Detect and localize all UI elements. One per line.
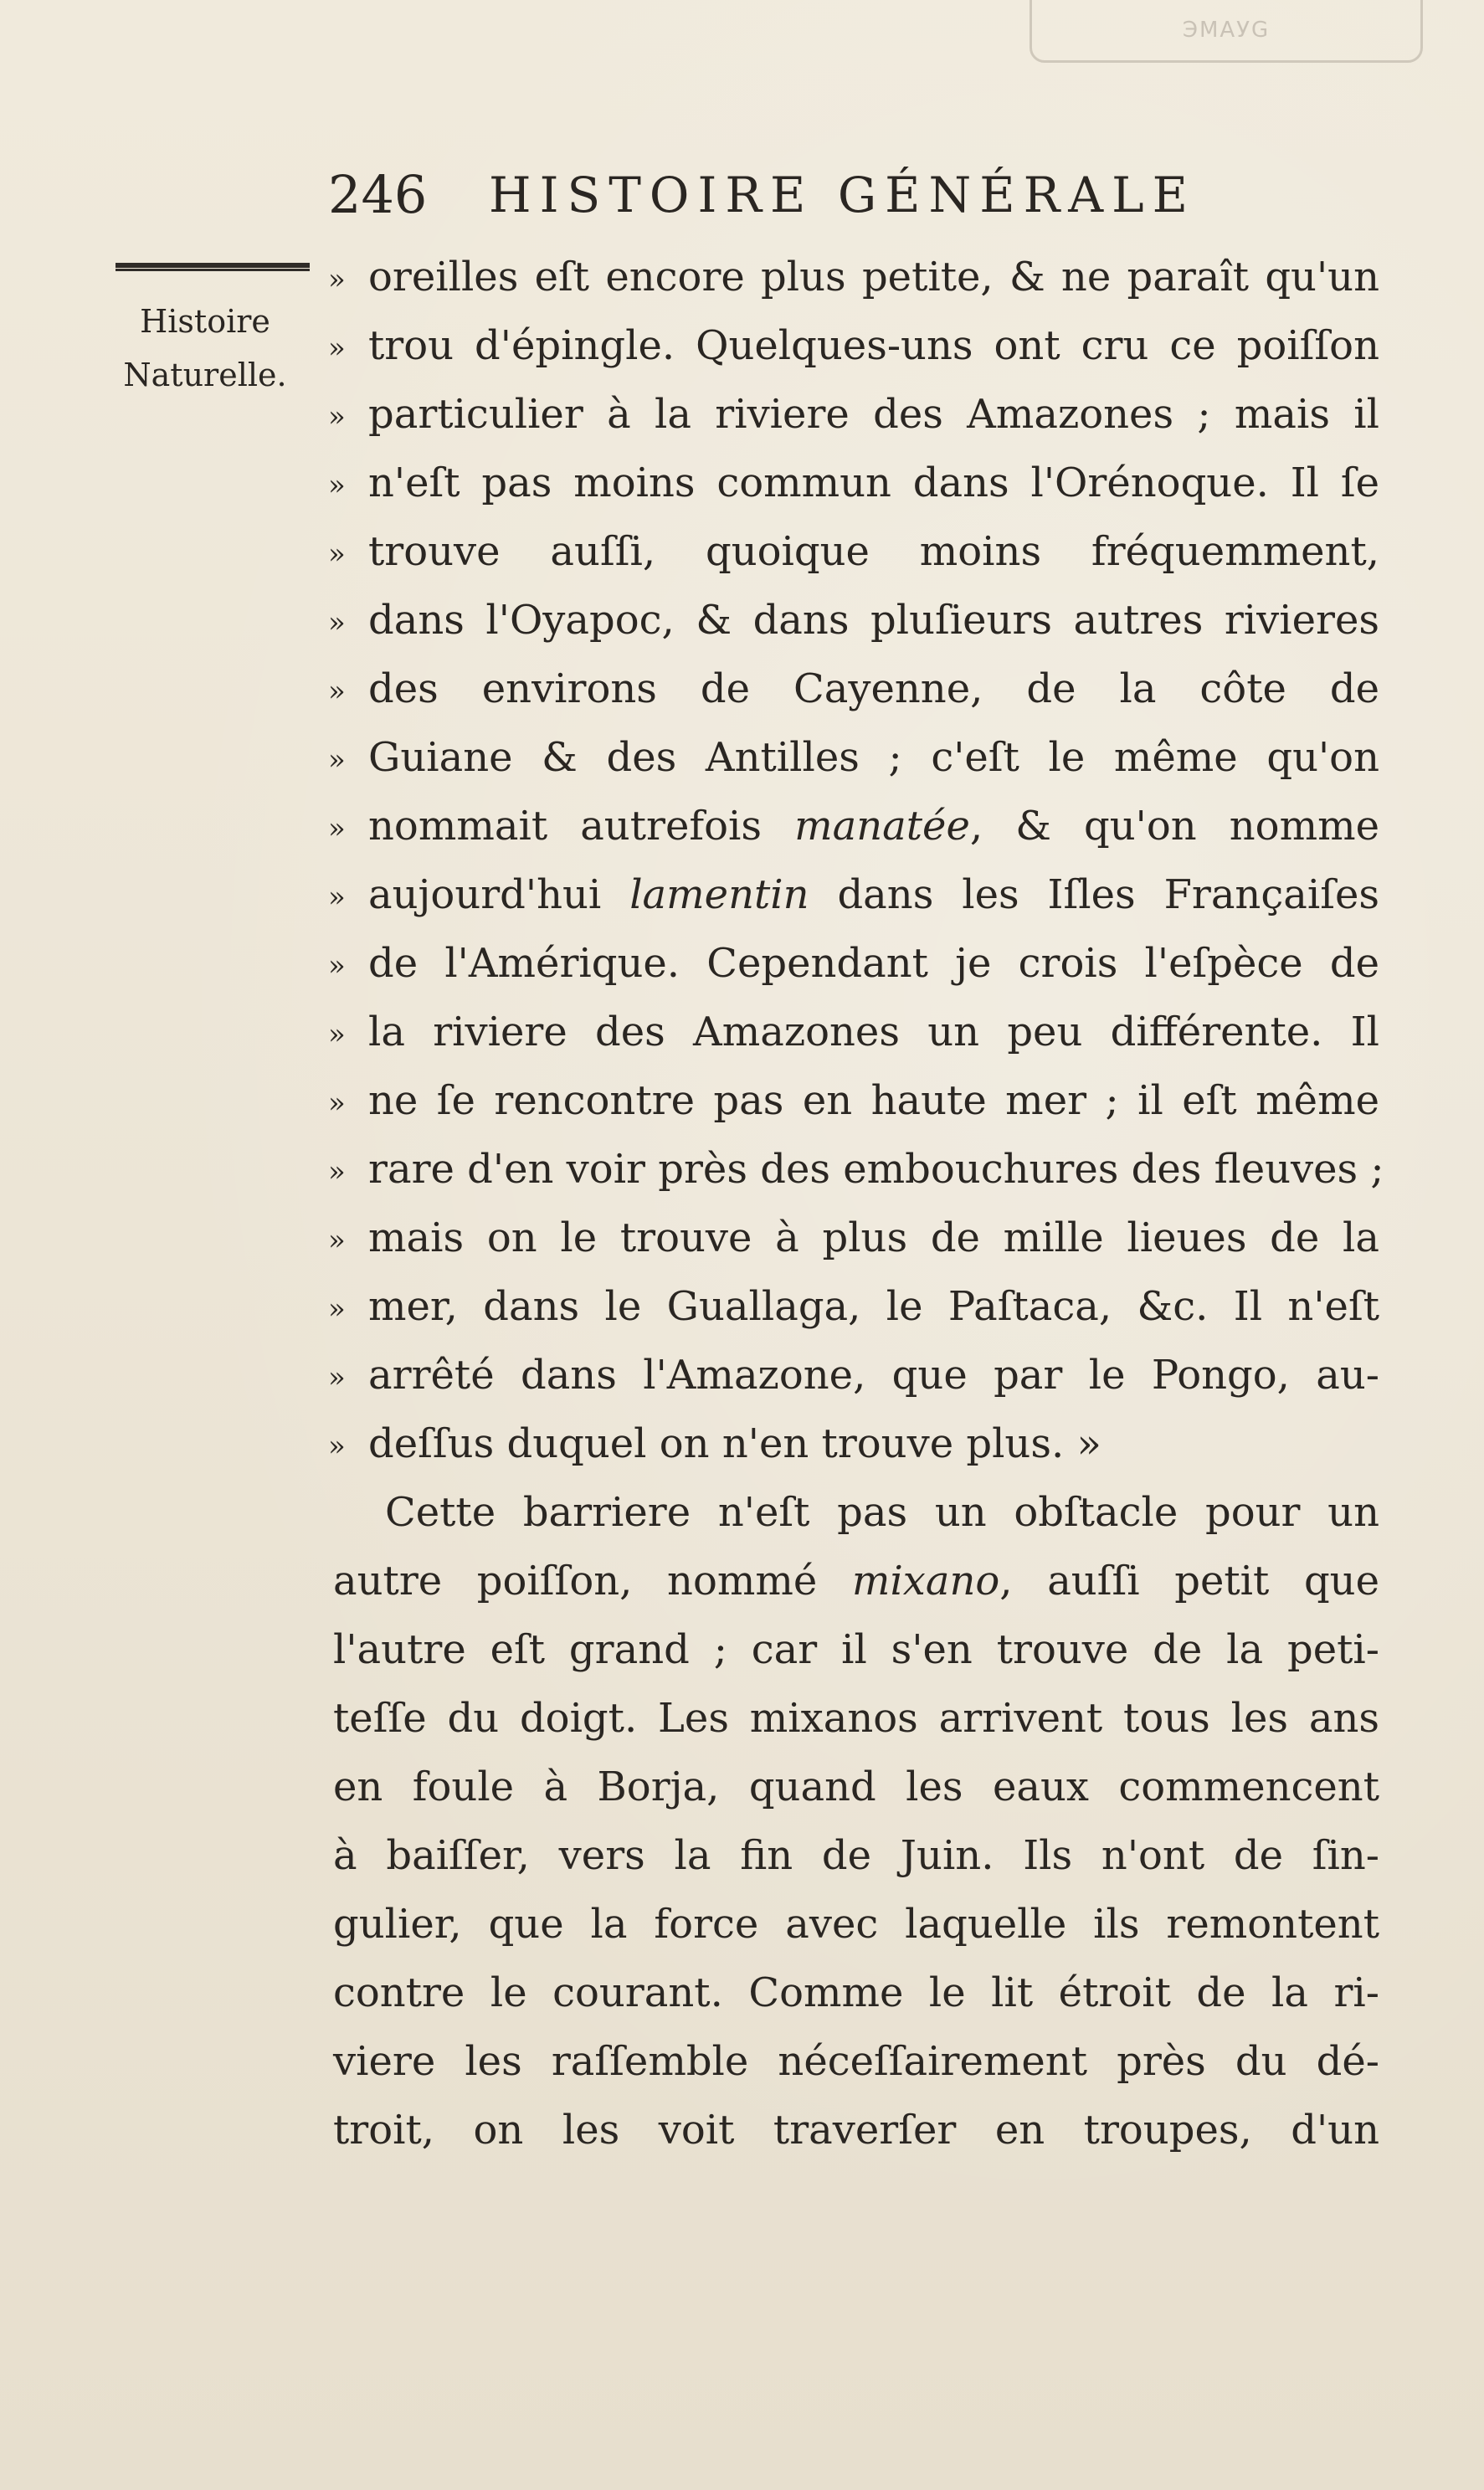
line-text: trouve auſſi, quoique moins fréquemment, bbox=[368, 528, 1379, 575]
line-text-part: dans les Iſles Françaiſes bbox=[809, 871, 1380, 918]
margin-note-line: Naturelle. bbox=[123, 357, 287, 393]
line-text: oreilles eſt encore plus petite, & ne paraît qu'un bbox=[368, 254, 1379, 300]
quote-mark: » bbox=[328, 880, 346, 914]
text-line bbox=[328, 243, 1379, 311]
line-text: en foule à Borja, quand les eaux commencent bbox=[333, 1764, 1379, 1810]
text-line bbox=[328, 1409, 1379, 1478]
quote-mark: » bbox=[328, 1018, 346, 1051]
quote-mark: » bbox=[328, 331, 346, 365]
text-line bbox=[333, 1478, 1379, 1547]
line-text: Cette barriere n'eſt pas un obſtacle pour un bbox=[385, 1489, 1379, 1536]
text-line bbox=[328, 586, 1379, 655]
text-line bbox=[328, 723, 1379, 792]
line-text: ne ſe rencontre pas en haute mer ; il eſt même bbox=[368, 1077, 1379, 1124]
text-line bbox=[333, 1547, 1379, 1615]
line-text-part: aujourd'hui bbox=[368, 871, 630, 918]
line-text: particulier à la riviere des Amazones ; mais il bbox=[368, 391, 1379, 438]
line-text: dans l'Oyapoc, & dans pluſieurs autres rivieres bbox=[368, 597, 1379, 644]
quote-mark: » bbox=[328, 1086, 346, 1120]
line-text: mer, dans le Guallaga, le Paſtaca, &c. Il n'eſt bbox=[368, 1283, 1379, 1330]
body-text bbox=[328, 243, 1384, 2164]
line-text-part: nommait autrefois bbox=[368, 803, 795, 850]
line-text: contre le courant. Comme le lit étroit de la ri- bbox=[333, 1969, 1379, 2016]
line-text bbox=[333, 1547, 1379, 1615]
quote-mark: » bbox=[328, 1224, 346, 1257]
margin-note bbox=[109, 295, 301, 402]
quote-mark: » bbox=[328, 537, 346, 571]
text-line bbox=[333, 1890, 1379, 1959]
text-line bbox=[328, 517, 1379, 586]
stamp-text: ЭМАУG bbox=[1182, 18, 1271, 43]
line-text: gulier, que la force avec laquelle ils remontent bbox=[333, 1901, 1379, 1948]
quote-mark: » bbox=[328, 1155, 346, 1189]
line-text-part: , auſſi petit que bbox=[999, 1558, 1379, 1604]
quote-mark: » bbox=[328, 400, 346, 434]
quote-mark: » bbox=[328, 812, 346, 845]
quote-mark: » bbox=[328, 1292, 346, 1326]
text-line bbox=[328, 311, 1379, 380]
line-text: troit, on les voit traverſer en troupes, d'un bbox=[333, 2107, 1379, 2154]
text-line bbox=[328, 1272, 1379, 1341]
header-title: HISTOIRE GÉNÉRALE bbox=[489, 167, 1196, 223]
italic-term: lamentin bbox=[629, 871, 809, 918]
line-text: rare d'en voir près des embouchures des fleuves ; bbox=[368, 1146, 1384, 1193]
text-line bbox=[333, 1959, 1379, 2027]
library-stamp bbox=[1030, 0, 1423, 63]
line-text: arrêté dans l'Amazone, que par le Pongo, au- bbox=[368, 1352, 1379, 1399]
quote-mark: » bbox=[328, 675, 346, 708]
margin-note-line: Histoire bbox=[140, 303, 270, 340]
margin-rule bbox=[116, 263, 310, 271]
text-line bbox=[328, 449, 1379, 517]
text-line bbox=[333, 1821, 1379, 1890]
text-line bbox=[333, 1615, 1379, 1684]
line-text: n'eſt pas moins commun dans l'Orénoque. Il ſe bbox=[368, 459, 1379, 506]
quote-mark: » bbox=[328, 263, 346, 296]
running-head bbox=[328, 157, 1383, 233]
text-line bbox=[328, 1135, 1384, 1204]
text-line bbox=[328, 655, 1379, 723]
line-text: à baiſſer, vers la fin de Juin. Ils n'ont de ſin- bbox=[333, 1832, 1379, 1879]
line-text: mais on le trouve à plus de mille lieues de la bbox=[368, 1214, 1379, 1261]
quote-mark: » bbox=[328, 606, 346, 639]
text-line bbox=[328, 929, 1379, 998]
line-text: des environs de Cayenne, de la côte de bbox=[368, 665, 1379, 712]
text-line bbox=[328, 998, 1379, 1066]
line-text: l'autre eſt grand ; car il s'en trouve de la peti- bbox=[333, 1626, 1379, 1673]
text-line bbox=[333, 1684, 1379, 1753]
text-line bbox=[328, 860, 1380, 929]
quote-mark: » bbox=[328, 1430, 346, 1463]
text-line bbox=[328, 1204, 1379, 1272]
page-number: 246 bbox=[328, 164, 428, 225]
italic-term: manatée bbox=[794, 803, 970, 850]
line-text-part: , & qu'on nomme bbox=[969, 803, 1379, 850]
text-line bbox=[328, 792, 1379, 860]
quote-mark: » bbox=[328, 949, 346, 983]
line-text: viere les raſſemble néceſſairement près du dé- bbox=[333, 2038, 1379, 2085]
quote-mark: » bbox=[328, 1361, 346, 1394]
text-line bbox=[333, 2096, 1379, 2164]
text-line bbox=[328, 380, 1379, 449]
quote-mark: » bbox=[328, 743, 346, 777]
text-line bbox=[328, 1341, 1379, 1409]
line-text-part: autre poiſſon, nommé bbox=[333, 1558, 852, 1604]
line-text: teſſe du doigt. Les mixanos arrivent tous les ans bbox=[333, 1695, 1379, 1742]
text-line bbox=[328, 1066, 1379, 1135]
line-text bbox=[333, 860, 1379, 929]
text-line bbox=[333, 2027, 1379, 2096]
line-text: deſſus duquel on n'en trouve plus. » bbox=[368, 1420, 1101, 1467]
line-text: trou d'épingle. Quelques-uns ont cru ce poiſſon bbox=[368, 322, 1379, 369]
line-text: la riviere des Amazones un peu différente. Il bbox=[368, 1009, 1379, 1055]
text-line bbox=[333, 1753, 1379, 1821]
italic-term: mixano bbox=[851, 1558, 1000, 1604]
line-text: Guiane & des Antilles ; c'eſt le même qu'on bbox=[368, 734, 1379, 781]
line-text bbox=[333, 792, 1379, 860]
quote-mark: » bbox=[328, 469, 346, 502]
line-text: de l'Amérique. Cependant je crois l'eſpèce de bbox=[368, 940, 1379, 987]
